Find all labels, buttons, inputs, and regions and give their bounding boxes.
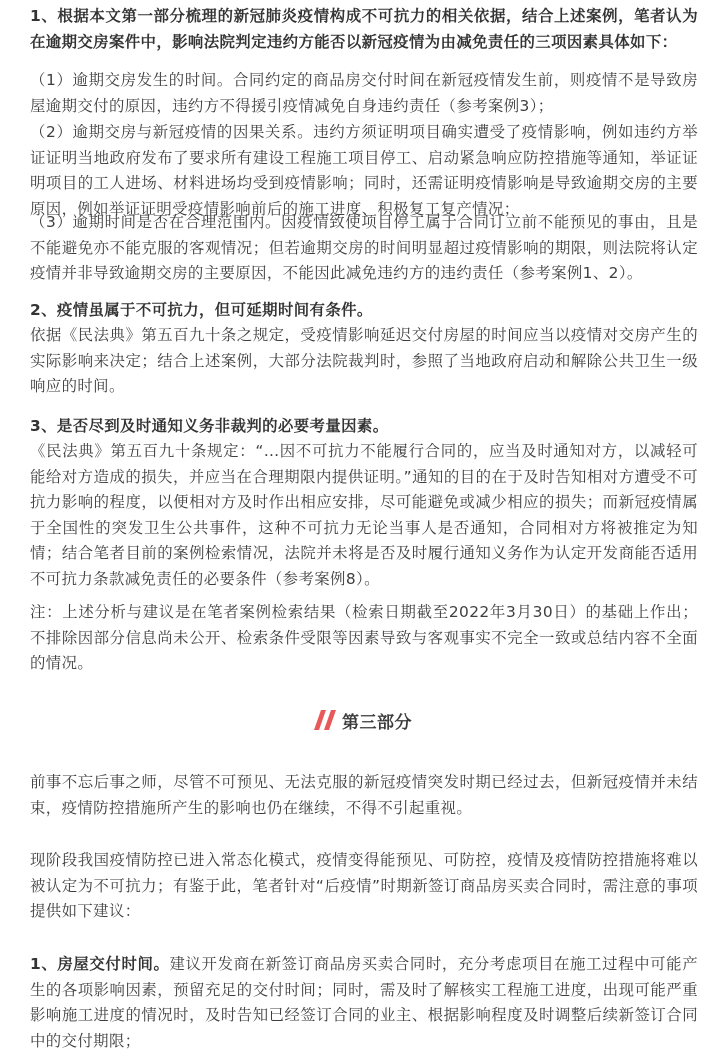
factor-3-paragraph: （3）逾期时间是否在合理范围内。因疫情致使项目停工属于合同订立前不能预见的事由，且是不能避免亦不能克服的客观情况；但若逾期交房的时间明显超过疫情影响的期限，则法院将认定疫情并非导致逾期交房的主要原因，不能因此减免违约方的违约责任（参考案例1、2）。 bbox=[30, 213, 698, 283]
factor-2-paragraph: （2）逾期交房与新冠疫情的因果关系。违约方须证明项目确实遭受了疫情影响，例如违约方举证证明当地政府发布了要求所有建设工程施工项目停工、启动紧急响应防控措施等通知，举证证明项目的工人进场、材料进场均受到疫情影响；同时，还需证明疫情影响是导致逾期交房的主要原因，例如举证证明受疫情影响前后的施工进度、积极复工复产情况； bbox=[30, 123, 698, 218]
advice-1-title: 1、房屋交付时间。 bbox=[30, 955, 170, 973]
part-3-heading bbox=[0, 700, 726, 740]
point-2-body: 依据《民法典》第五百九十条之规定，受疫情影响延迟交付房屋的时间应当以疫情对交房产生的实际影响来决定；结合上述案例，大部分法院裁判时，参照了当地政府启动和解除公共卫生一级响应的时间。 bbox=[30, 326, 698, 396]
advice-1-body: 建议开发商在新签订商品房买卖合同时，充分考虑项目在施工过程中可能产生的各项影响因素，预留充足的交付时间；同时，需及时了解核实工程施工进度，出现可能严重影响施工进度的情况时，及时告知已经签订合同的业主、根据影响程度及时调整后续新签订合同中的交付期限； bbox=[30, 955, 698, 1050]
part-3-heading-title: 第三部分 bbox=[342, 712, 412, 733]
factor-1-paragraph: （1）逾期交房发生的时间。合同约定的商品房交付时间在新冠疫情发生前，则疫情不是导致房屋逾期交付的原因，违约方不得援引疫情减免自身违约责任（参考案例3）； bbox=[30, 71, 698, 115]
intro-paragraph: 1、根据本文第一部分梳理的新冠肺炎疫情构成不可抗力的相关依据，结合上述案例，笔者认为在逾期交房案件中，影响法院判定违约方能否以新冠疫情为由减免责任的三项因素具体如下： bbox=[30, 7, 698, 51]
double-slash-mark-icon bbox=[314, 709, 338, 731]
point-3-title: 3、是否尽到及时通知义务非裁判的必要考量因素。 bbox=[30, 417, 389, 435]
part-3-paragraph-2: 现阶段我国疫情防控已进入常态化模式，疫情变得能预见、可防控，疫情及疫情防控措施将难以被认定为不可抗力；有鉴于此，笔者针对“后疫情”时期新签订商品房买卖合同时，需注意的事项提供如下建议： bbox=[30, 851, 698, 921]
note-paragraph: 注：上述分析与建议是在笔者案例检索结果（检索日期截至2022年3月30日）的基础上作出；不排除因部分信息尚未公开、检索条件受限等因素导致与客观事实不完全一致或总结内容不全面的情况。 bbox=[30, 603, 698, 673]
point-3-body: 《民法典》第五百九十条规定：“…因不可抗力不能履行合同的，应当及时通知对方，以减轻可能给对方造成的损失，并应当在合理期限内提供证明。”通知的目的在于及时告知相对方遭受不可抗力影响的程度，以便相对方及时作出相应安排，尽可能避免或减少相应的损失；而新冠疫情属于全国性的突发卫生公共事件，这种不可抗力无论当事人是否通知，合同相对方将被推定为知情；结合笔者目前的案例检索情况，法院并未将是否及时履行通知义务作为认定开发商能否适用不可抗力条款减免责任的必要条件（参考案例8）。 bbox=[30, 442, 698, 588]
point-2-title: 2、疫情虽属于不可抗力，但可延期时间有条件。 bbox=[30, 301, 373, 319]
part-3-paragraph-1: 前事不忘后事之师，尽管不可预见、无法克服的新冠疫情突发时期已经过去，但新冠疫情并未结束，疫情防控措施所产生的影响也仍在继续，不得不引起重视。 bbox=[30, 773, 698, 817]
advice-1-paragraph bbox=[30, 952, 698, 1054]
